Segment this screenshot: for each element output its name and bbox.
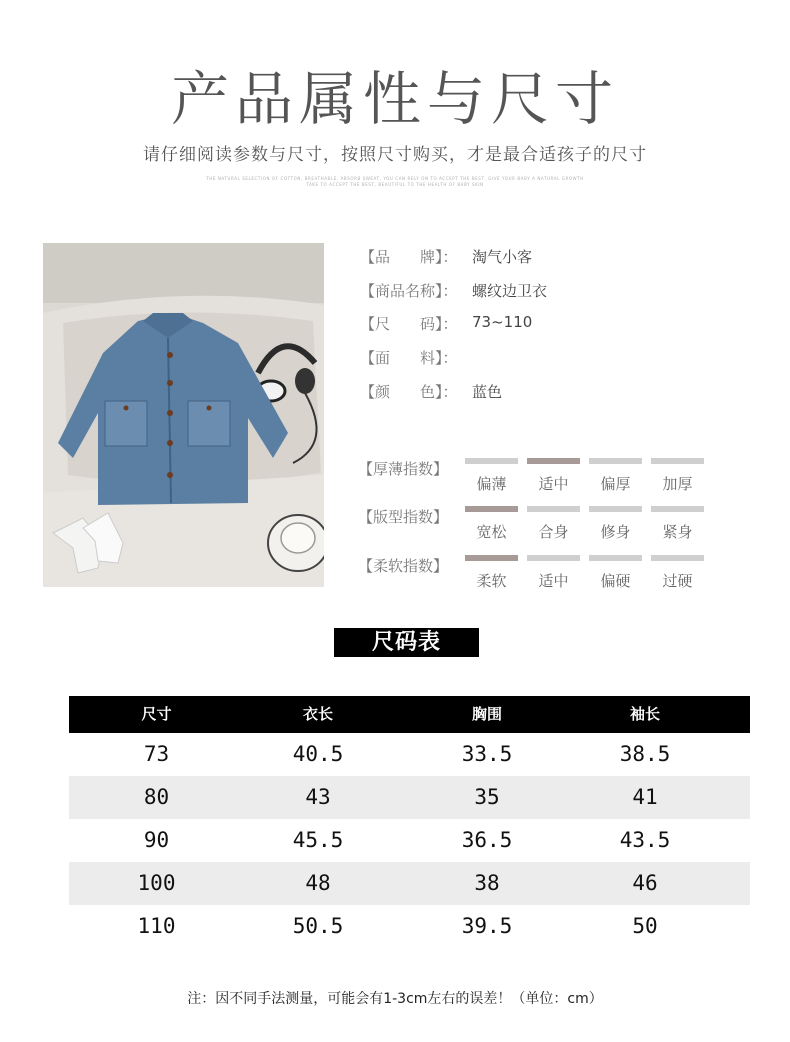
size-table-header [69, 696, 750, 733]
cell-chest: 33.5 [461, 742, 513, 766]
header-length: 衣长 [302, 705, 333, 723]
softness-bar-3 [589, 555, 642, 561]
table-row [69, 819, 750, 862]
thickness-bar-3 [589, 458, 642, 464]
fine-print-line-2: TAKE TO ACCEPT THE BEST, BEAUTIFUL TO THE HEALTH OF BABY SKIN [306, 182, 484, 187]
fit-bar-1 [465, 506, 518, 512]
cell-sleeve: 38.5 [619, 742, 671, 766]
cell-chest: 39.5 [461, 914, 513, 938]
cell-sleeve: 41 [632, 785, 658, 809]
thickness-bar-4 [651, 458, 704, 464]
cell-sleeve: 43.5 [619, 828, 671, 852]
attr-product-name-value: 螺纹边卫衣 [472, 282, 548, 300]
fit-bar-3 [589, 506, 642, 512]
cell-length: 45.5 [292, 828, 344, 852]
attr-fabric: 【面 料】： [360, 349, 458, 367]
cell-sleeve: 50 [632, 914, 658, 938]
header-chest: 胸围 [471, 705, 502, 723]
thickness-bar-1 [465, 458, 518, 464]
fit-option: 宽松 [476, 523, 507, 541]
header-sleeve: 袖长 [629, 705, 660, 723]
page-subtitle: 请仔细阅读参数与尺寸，按照尺寸购买，才是最合适孩子的尺寸 [143, 145, 647, 165]
page-title: 产品属性与尺寸 [170, 65, 619, 133]
attr-brand-value: 淘气小客 [472, 248, 533, 266]
attr-size-value: 73~110 [472, 313, 533, 331]
size-chart-title: 尺码表 [334, 628, 479, 657]
softness-bar-1 [465, 555, 518, 561]
product-photo [43, 243, 324, 587]
thickness-option: 加厚 [662, 475, 693, 493]
fit-option: 紧身 [662, 523, 693, 541]
cell-sleeve: 46 [632, 871, 658, 895]
cell-size: 110 [137, 914, 176, 938]
fit-option: 合身 [538, 523, 569, 541]
softness-option: 适中 [538, 572, 569, 590]
attr-color-value: 蓝色 [472, 383, 503, 401]
attr-product-name: 【商品名称】： 螺纹边卫衣 [360, 282, 548, 300]
softness-option: 偏硬 [600, 572, 631, 590]
measurement-note: 注：因不同手法测量，可能会有1-3cm左右的误差！（单位：cm） [187, 991, 603, 1007]
attr-size: 【尺 码】： 73~110 [360, 313, 533, 333]
cell-chest: 36.5 [461, 828, 513, 852]
thickness-option: 偏薄 [476, 475, 507, 493]
thickness-option: 偏厚 [600, 475, 631, 493]
header-size: 尺寸 [141, 705, 172, 723]
cell-length: 48 [305, 871, 331, 895]
cell-length: 50.5 [292, 914, 344, 938]
softness-bar-2 [527, 555, 580, 561]
cell-length: 43 [305, 785, 331, 809]
softness-bar-4 [651, 555, 704, 561]
fit-option: 修身 [600, 523, 631, 541]
cell-size: 100 [137, 871, 176, 895]
cell-length: 40.5 [292, 742, 344, 766]
thickness-index-label: 【厚薄指数】 [358, 460, 449, 478]
softness-option: 过硬 [662, 572, 693, 590]
table-row [69, 862, 750, 905]
fit-bar-2 [527, 506, 580, 512]
cell-size: 80 [143, 785, 170, 809]
table-row [69, 905, 750, 948]
table-row [69, 733, 750, 776]
table-row [69, 776, 750, 819]
cell-size: 90 [143, 828, 170, 852]
fit-bar-4 [651, 506, 704, 512]
fine-print-line-1: THE NATURAL SELECTION OF COTTON, BREATHABLE, ABSORB SWEAT, YOU CAN RELY ON TO ACCEPT THE BEST, GIVE YOUR BABY A NATURAL GROWTH [206, 176, 584, 181]
cell-size: 73 [143, 742, 170, 766]
thickness-option: 适中 [538, 475, 569, 493]
attr-color: 【颜 色】： 蓝色 [360, 383, 503, 401]
size-table [69, 696, 750, 948]
softness-index-label: 【柔软指数】 [358, 557, 449, 575]
cell-chest: 35 [474, 785, 500, 809]
softness-option: 柔软 [476, 572, 507, 590]
cell-chest: 38 [474, 871, 500, 895]
attr-brand: 【品 牌】： 淘气小客 [360, 248, 533, 266]
thickness-bar-2 [527, 458, 580, 464]
fit-index-label: 【版型指数】 [358, 508, 449, 526]
